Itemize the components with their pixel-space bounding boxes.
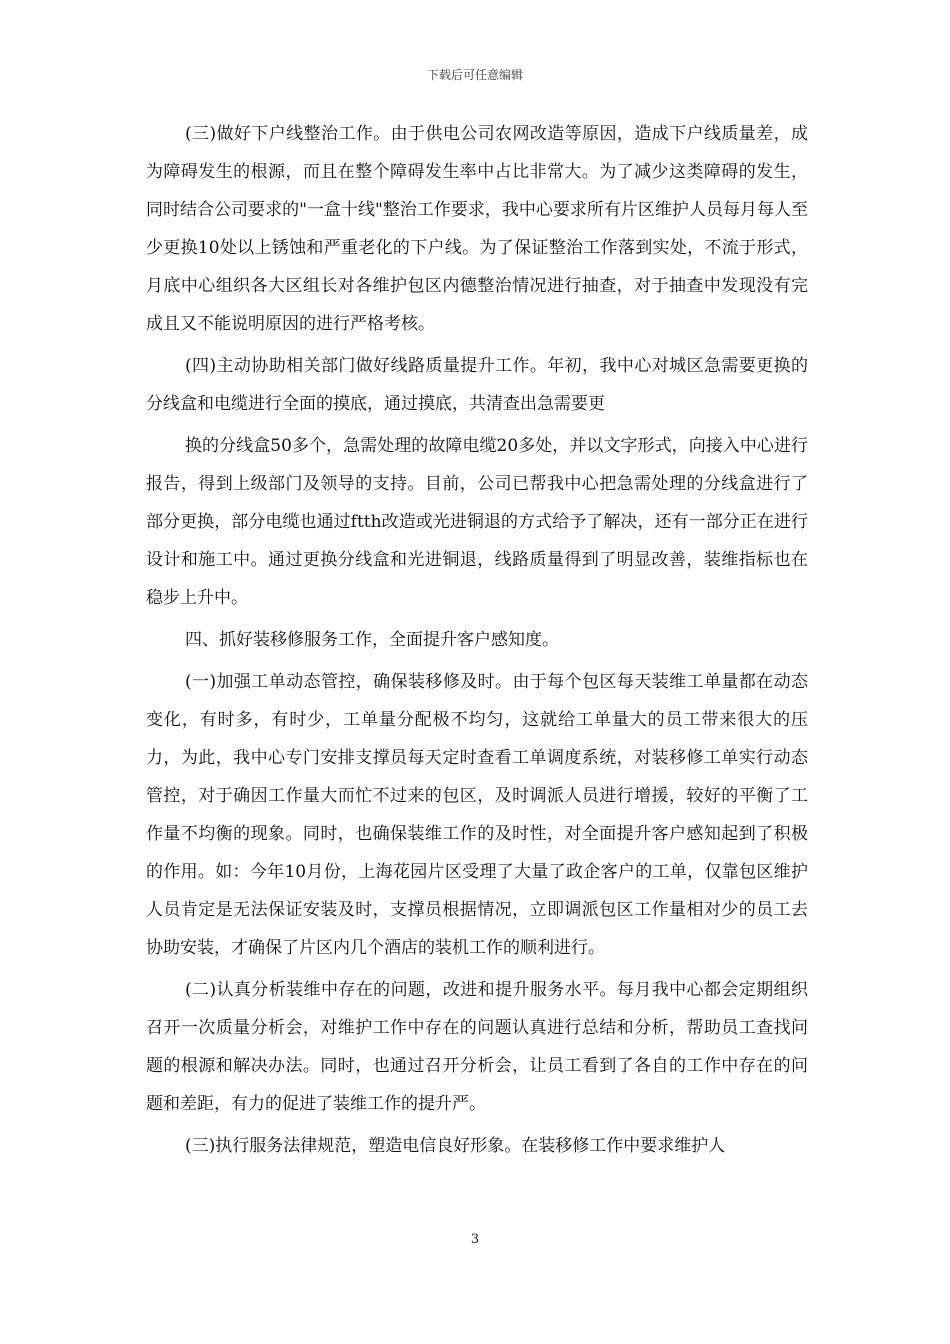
paragraph-service-standards: (三)执行服务法律规范，塑造电信良好形象。在装移修工作中要求维护人 (185, 1136, 726, 1156)
page-number: 3 (470, 1232, 480, 1247)
section-heading-service: 四、抓好装移修服务工作，全面提升客户感知度。 (185, 630, 559, 650)
paragraph-line-quality-continued: 换的分线盒50多个，急需处理的故障电缆20多处，并以文字形式，向接入中心进行报告，得到上级部门及领导的支持。目前，公司已帮我中心把急需处理的分线盒进行了部分更换，部分电缆也通过ftth改造或光进铜退的方式给予了解决，还有一部分正在进行设计和施工中。通过更换分线盒和光进铜退，线路质量得到了明显改善，装维指标也在稳步上升中。 (146, 436, 808, 608)
document-body (146, 115, 808, 1165)
paragraph-dynamic-control: (一)加强工单动态管控，确保装移修及时。由于每个包区每天装维工单量都在动态变化，有时多，有时少，工单量分配极不均匀，这就给工单量大的员工带来很大的压力，为此，我中心专门安排支撑员每天定时查看工单调度系统，对装移修工单实行动态管控，对于确因工作量大而忙不过来的包区，及时调派人员进行增援，较好的平衡了工作量不均衡的现象。同时，也确保装维工作的及时性，对全面提升客户感知起到了积极的作用。如：今年10月份，上海花园片区受理了大量了政企客户的工单，仅靠包区维护人员肯定是无法保证安装及时，支撑员根据情况，立即调派包区工作量相对少的员工去协助安装，才确保了片区内几个酒店的装机工作的顺利进行。 (146, 672, 808, 958)
paragraph-line-quality: (四)主动协助相关部门做好线路质量提升工作。年初，我中心对城区急需要更换的分线盒和电缆进行全面的摸底，通过摸底，共清查出急需要更 (146, 356, 808, 414)
paragraph-problem-analysis: (二)认真分析装维中存在的问题，改进和提升服务水平。每月我中心都会定期组织召开一次质量分析会，对维护工作中存在的问题认真进行总结和分析，帮助员工查找问题的根源和解决办法。同时，也通过召开分析会，让员工看到了各自的工作中存在的问题和差距，有力的促进了装维工作的提升严。 (146, 980, 808, 1114)
paragraph-wiring-rectification: (三)做好下户线整治工作。由于供电公司农网改造等原因，造成下户线质量差，成为障碍发生的根源，而且在整个障碍发生率中占比非常大。为了减少这类障碍的发生，同时结合公司要求的"一盒十线"整治工作要求，我中心要求所有片区维护人员每月每人至少更换10处以上锈蚀和严重老化的下户线。为了保证整治工作落到实处，不流于形式，月底中心组织各大区组长对各维护包区内德整治情况进行抽查，对于抽查中发现没有完成且又不能说明原因的进行严格考核。 (146, 124, 808, 334)
page-header: 下载后可任意编辑 (426, 68, 523, 82)
